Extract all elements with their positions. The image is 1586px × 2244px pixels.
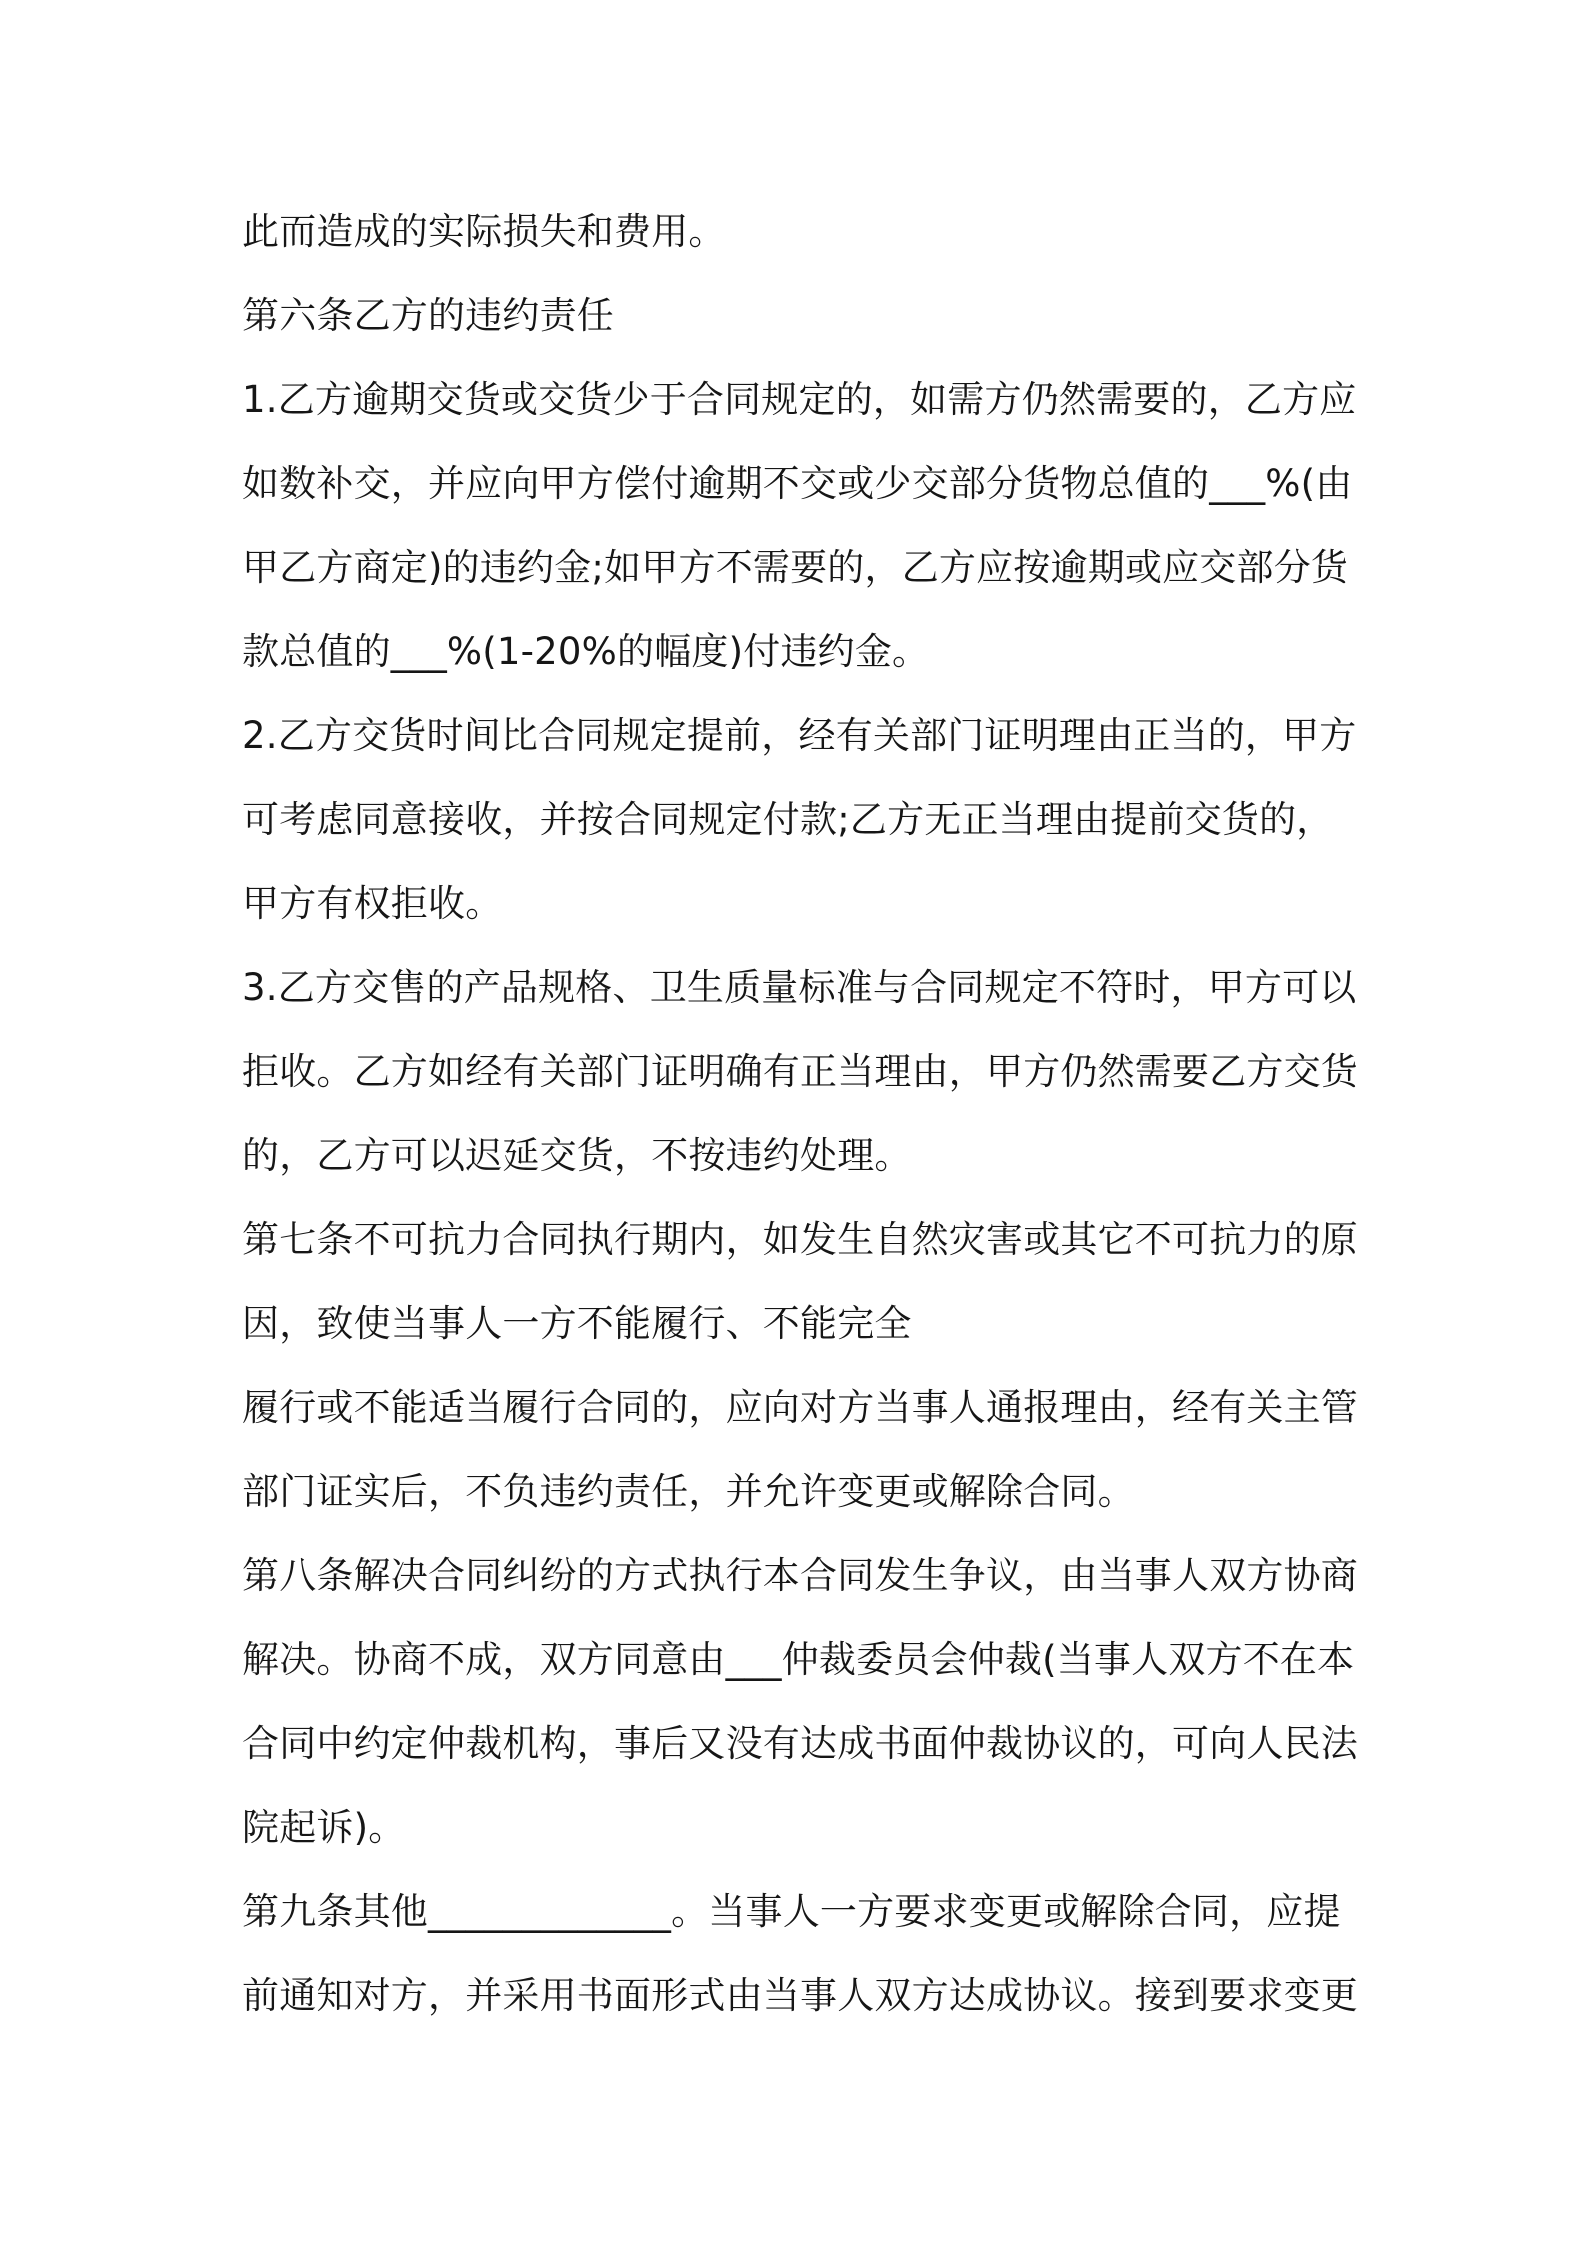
text-line: 1.乙方逾期交货或交货少于合同规定的，如需方仍然需要的，乙方应 xyxy=(242,378,1357,421)
text-line: 第九条其他_____________。当事人一方要求变更或解除合同，应提 xyxy=(242,1890,1341,1933)
text-line: 第八条解决合同纠纷的方式执行本合同发生争议，由当事人双方协商 xyxy=(242,1554,1358,1597)
document-body xyxy=(242,190,1362,2038)
text-line: 此而造成的实际损失和费用。 xyxy=(242,210,726,253)
text-line: 2.乙方交货时间比合同规定提前，经有关部门证明理由正当的，甲方 xyxy=(242,714,1357,757)
text-line: 前通知对方，并采用书面形式由当事人双方达成协议。接到要求变更 xyxy=(242,1974,1358,2017)
text-line: 可考虑同意接收，并按合同规定付款;乙方无正当理由提前交货的， xyxy=(242,798,1334,841)
text-line: 甲方有权拒收。 xyxy=(242,882,503,925)
text-line: 院起诉)。 xyxy=(242,1806,406,1849)
text-line: 拒收。乙方如经有关部门证明确有正当理由，甲方仍然需要乙方交货 xyxy=(242,1050,1358,1093)
section-heading: 第六条乙方的违约责任 xyxy=(242,294,614,337)
text-line: 3.乙方交售的产品规格、卫生质量标准与合同规定不符时，甲方可以 xyxy=(242,966,1357,1009)
text-line: 履行或不能适当履行合同的，应向对方当事人通报理由，经有关主管 xyxy=(242,1386,1358,1429)
text-line: 解决。协商不成，双方同意由___仲裁委员会仲裁(当事人双方不在本 xyxy=(242,1638,1355,1681)
text-line: 如数补交，并应向甲方偿付逾期不交或少交部分货物总值的___%(由 xyxy=(242,462,1353,505)
text-line: 款总值的___%(1-20%的幅度)付违约金。 xyxy=(242,630,930,673)
text-line: 甲乙方商定)的违约金;如甲方不需要的，乙方应按逾期或应交部分货 xyxy=(242,546,1349,589)
text-line: 合同中约定仲裁机构，事后又没有达成书面仲裁协议的，可向人民法 xyxy=(242,1722,1358,1765)
text-line: 部门证实后，不负违约责任，并允许变更或解除合同。 xyxy=(242,1470,1135,1513)
text-line: 第七条不可抗力合同执行期内，如发生自然灾害或其它不可抗力的原 xyxy=(242,1218,1358,1261)
text-line: 因，致使当事人一方不能履行、不能完全 xyxy=(242,1302,912,1345)
text-line: 的，乙方可以迟延交货，不按违约处理。 xyxy=(242,1134,912,1177)
